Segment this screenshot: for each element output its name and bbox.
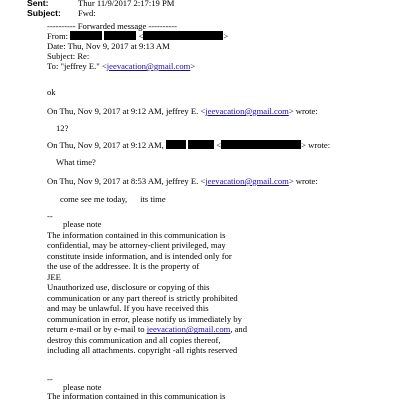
notice-line-return: return e-mail or by e-mail to jeevacation@gmail.com, and xyxy=(47,324,248,335)
redacted-block xyxy=(188,140,214,149)
notice-email-link[interactable]: jeevacation@gmail.com xyxy=(146,324,231,335)
subject-line: Subject: Re: xyxy=(47,51,90,61)
quote-header-2: On Thu, Nov 9, 2017 at 9:12 AM, < > wrote: xyxy=(47,140,331,150)
notice-line: Unauthorized use, disclosure or copying of this xyxy=(47,282,210,293)
subject-value: Fwd: xyxy=(78,8,96,18)
reply-ok: ok xyxy=(47,87,56,97)
to-line: To: "jeffrey E." <jeevacation@gmail.com> xyxy=(47,61,196,71)
quote-text-1: 12? xyxy=(56,123,69,133)
from-label: From: xyxy=(47,31,69,41)
quote-email-link-3[interactable]: jeevacation@gmail.com xyxy=(205,176,289,186)
notice-line: confidential, may be attorney-client privileged, may xyxy=(47,240,226,251)
signature-dashes: -- xyxy=(47,211,53,221)
redacted-block xyxy=(70,31,102,40)
from-line xyxy=(47,31,228,41)
redacted-block xyxy=(104,31,136,40)
notice-line: and may be unlawful. If you have received this xyxy=(47,303,209,314)
notice-line: communication or any part thereof is strictly prohibited xyxy=(47,292,238,303)
quote-header-3: On Thu, Nov 9, 2017 at 8:53 AM, jeffrey E. <jeevacation@gmail.com> wrote: xyxy=(47,176,318,186)
subject-label: Subject: xyxy=(27,8,61,18)
sent-label: Sent: xyxy=(27,0,49,8)
redacted-block xyxy=(143,31,223,40)
quote-email-link-1[interactable]: jeevacation@gmail.com xyxy=(205,106,289,116)
to-email-link[interactable]: jeevacation@gmail.com xyxy=(106,61,191,71)
notice-line: JEE xyxy=(47,271,61,282)
quote-text-2: What time? xyxy=(56,157,96,167)
quote-header-1: On Thu, Nov 9, 2017 at 9:12 AM, jeffrey E. <jeevacation@gmail.com> wrote: xyxy=(47,106,318,116)
quote-open-bracket: < xyxy=(216,140,222,150)
signature-dashes-2: -- xyxy=(47,374,53,384)
notice-line: destroy this communication and all copies thereof, xyxy=(47,334,221,345)
notice-line: the use of the addressee. It is the property of xyxy=(47,261,200,272)
notice-line: The information contained in this communication is xyxy=(47,230,226,240)
notice-line: including all attachments. copyright -all rights reserved xyxy=(47,345,238,356)
redacted-block xyxy=(221,140,301,149)
notice-line: constitute inside information, and is intended only for xyxy=(47,250,232,261)
notice-line-2: The information contained in this communication is xyxy=(47,391,226,401)
from-open-bracket: < xyxy=(138,31,144,41)
from-close-bracket: > xyxy=(223,31,229,41)
please-note: please note xyxy=(63,219,102,229)
quote-text-3: come see me today, its time xyxy=(60,194,166,204)
redacted-block xyxy=(166,140,186,149)
sent-value: Thur 11/9/2017 2:17:19 PM xyxy=(78,0,175,8)
please-note-2: please note xyxy=(63,382,102,392)
confidentiality-notice xyxy=(47,230,247,356)
notice-line: communication in error, please notify us immediately by xyxy=(47,313,242,324)
forwarded-banner: ---------- Forwarded message ---------- xyxy=(47,21,178,31)
date-line: Date: Thu, Nov 9, 2017 at 9:13 AM xyxy=(47,41,170,51)
